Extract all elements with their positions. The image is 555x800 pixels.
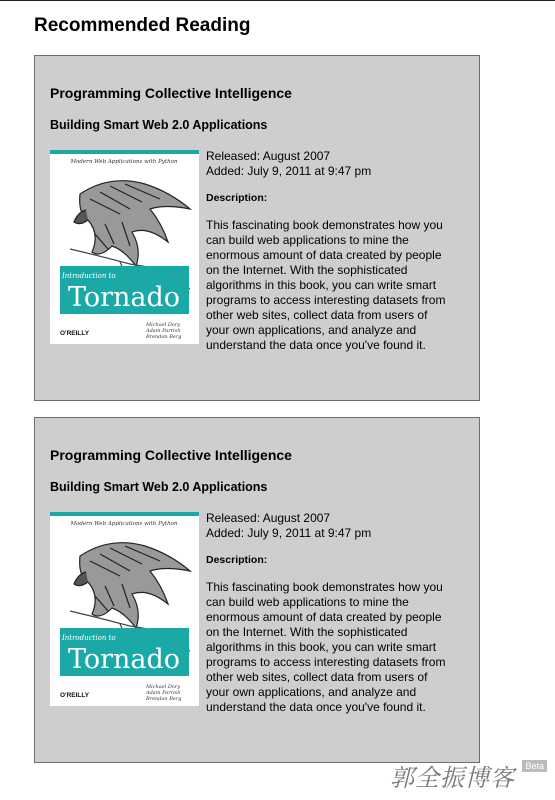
cover-author: Michael Dory	[146, 684, 181, 690]
book-meta	[206, 511, 446, 715]
book-card	[34, 55, 480, 401]
blog-watermark: 郭全振博客	[390, 764, 515, 792]
book-card	[34, 417, 480, 763]
cover-publisher: O'REILLY	[60, 330, 90, 337]
book-subtitle: Building Smart Web 2.0 Applications	[50, 118, 268, 132]
book-cover-image	[50, 150, 199, 344]
description-label: Description:	[206, 554, 268, 566]
book-meta	[206, 149, 446, 353]
cover-author: Michael Dory	[146, 322, 181, 328]
cover-tagline: Modern Web Applications with Python	[70, 521, 178, 527]
cover-series: Introduction to	[62, 634, 116, 642]
page-title: Recommended Reading	[34, 15, 251, 36]
cover-author: Brendan Berg	[146, 696, 182, 702]
cover-author: Adam Parrish	[146, 690, 181, 696]
book-title: Programming Collective Intelligence	[50, 447, 292, 463]
book-title: Programming Collective Intelligence	[50, 85, 292, 101]
cover-author: Adam Parrish	[146, 328, 181, 334]
cover-name: Tornado	[67, 644, 181, 675]
release-date: Released: August 2007	[206, 149, 331, 163]
cover-tagline: Modern Web Applications with Python	[70, 159, 178, 165]
release-date: Released: August 2007	[206, 511, 331, 525]
cover-series: Introduction to	[62, 272, 116, 280]
cover-author: Brendan Berg	[146, 334, 182, 340]
book-cover-image	[50, 512, 199, 706]
book-subtitle: Building Smart Web 2.0 Applications	[50, 480, 268, 494]
added-date: Added: July 9, 2011 at 9:47 pm	[206, 526, 372, 540]
description-label: Description:	[206, 192, 268, 204]
cover-publisher: O'REILLY	[60, 692, 90, 699]
added-date: Added: July 9, 2011 at 9:47 pm	[206, 164, 372, 178]
description-text: This fascinating book demonstrates how you can build web applications to mine the enormous amount of data created by people on the Internet. With the sophisticated algorithms in this book, you can write smart programs to access interesting datasets from other web sites, collect data from users of your own applications, and analyze and understand the data once you've found it.	[206, 218, 446, 352]
description-text: This fascinating book demonstrates how you can build web applications to mine the enormous amount of data created by people on the Internet. With the sophisticated algorithms in this book, you can write smart programs to access interesting datasets from other web sites, collect data from users of your own applications, and analyze and understand the data once you've found it.	[206, 580, 446, 714]
cover-name: Tornado	[67, 282, 181, 313]
beta-badge: Beta	[522, 760, 547, 772]
